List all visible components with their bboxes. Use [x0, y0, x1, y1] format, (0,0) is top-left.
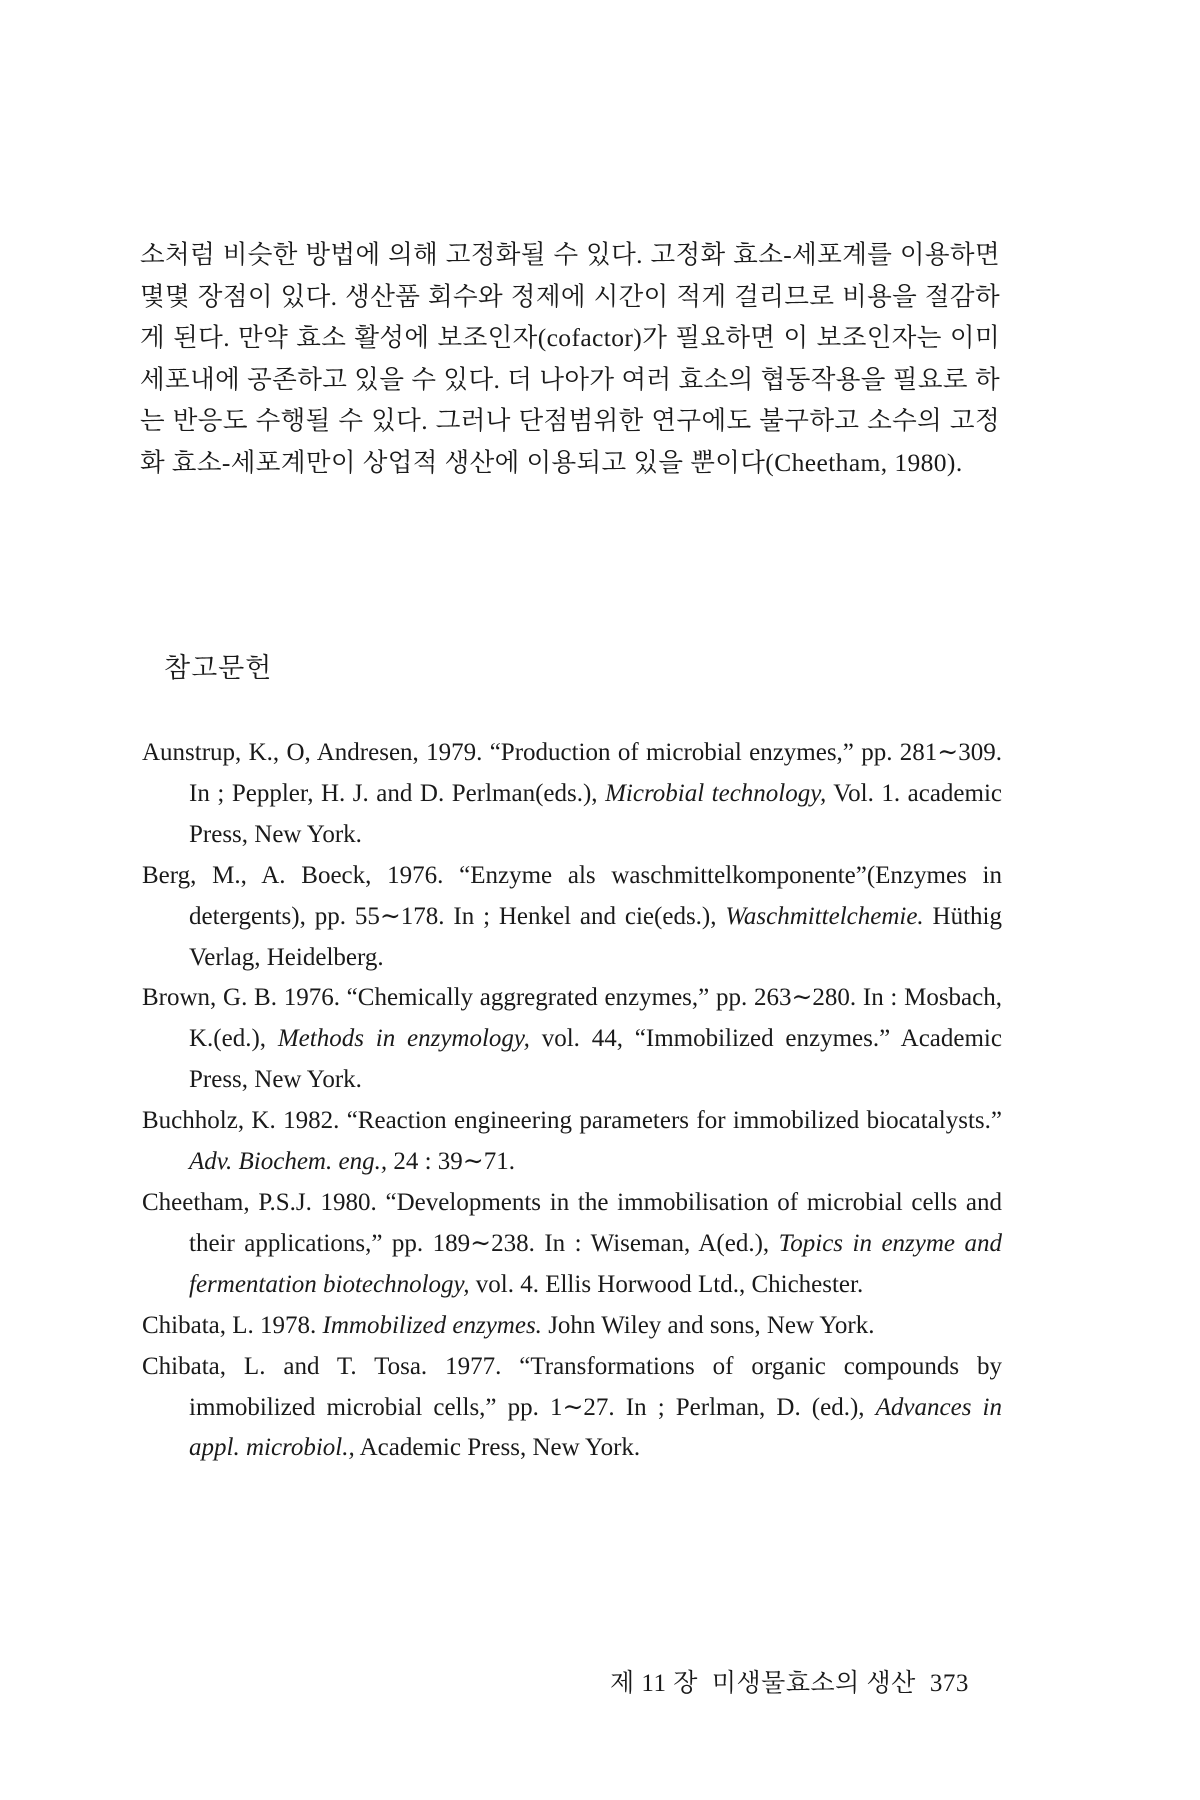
reference-text: 24 : 39∼71. — [387, 1148, 515, 1176]
reference-text: Chibata, L. and T. Tosa. 1977. “Transformations of organic compounds by immobilized microbial cells,” pp. 1∼27. In ; Perlman, D. (ed.), — [142, 1352, 1002, 1421]
reference-title-italic: Microbial technology, — [605, 779, 827, 807]
reference-text: Brown, G. B. 1976. “Chemically aggregrated enzymes,” pp. 263∼280. In : Mosbach, K.(ed.), — [142, 984, 1002, 1053]
reference-text: Cheetham, P.S.J. 1980. “Developments in the immobilisation of microbial cells and their applications,” pp. 189∼238. In : Wiseman, A(ed.), — [142, 1188, 1002, 1257]
reference-text: Berg, M., A. Boeck, 1976. “Enzyme als waschmittelkomponente”(Enzymes in detergents), pp. 55∼178. In ; Henkel and cie(eds.), — [142, 861, 1002, 930]
reference-entry-cheetham — [142, 1183, 1002, 1306]
reference-title-italic: Topics in enzyme and fermentation biotechnology, — [189, 1229, 1002, 1298]
reference-entry-chibata-1978 — [142, 1306, 1002, 1347]
reference-title-italic: Methods in enzymology, — [277, 1025, 530, 1053]
reference-text: John Wiley and sons, New York. — [541, 1311, 875, 1339]
reference-title-italic: Immobilized enzymes. — [322, 1311, 542, 1339]
reference-text: Academic Press, New York. — [354, 1434, 641, 1462]
footer-chapter: 제 11 장 — [610, 1670, 698, 1697]
page-number: 373 — [929, 1670, 969, 1697]
reference-title-italic: Waschmittelchemie. — [725, 902, 924, 930]
reference-entry-brown — [142, 978, 1002, 1101]
reference-text: Hüthig Verlag, Heidelberg. — [189, 902, 1002, 971]
reference-text: vol. 44, “Immobilized enzymes.” Academic Press, New York. — [189, 1025, 1002, 1094]
reference-text: vol. 4. Ellis Horwood Ltd., Chichester. — [469, 1270, 864, 1298]
reference-text: Chibata, L. 1978. — [142, 1311, 323, 1339]
reference-journal-italic: Adv. Biochem. eng., — [189, 1148, 388, 1176]
reference-list — [142, 733, 1002, 1469]
reference-entry-aunstrup — [142, 733, 1002, 856]
reference-entry-chibata-1977 — [142, 1347, 1002, 1470]
reference-text: Vol. 1. academic Press, New York. — [189, 779, 1002, 848]
footer-chapter-title: 미생물효소의 생산 — [711, 1670, 916, 1697]
reference-text: Buchholz, K. 1982. “Reaction engineering parameters for immobilized biocatalysts.” — [142, 1107, 1002, 1135]
reference-text: Aunstrup, K., O, Andresen, 1979. “Production of microbial enzymes,” pp. 281∼309. In ; Peppler, H. J. and D. Perlman(eds.), — [142, 739, 1002, 807]
references-heading: 참고문헌 — [164, 653, 273, 683]
body-paragraph: 소처럼 비슷한 방법에 의해 고정화될 수 있다. 고정화 효소-세포계를 이용하면 몇몇 장점이 있다. 생산품 회수와 정제에 시간이 적게 걸리므로 비용을 절감하게 된다. 만약 효소 활성에 보조인자(cofactor)가 필요하면 이 보조인자는 이미 세포내에 공존하고 있을 수 있다. 더 나아가 여러 효소의 협동작용을 필요로 하는 반응도 수행될 수 있다. 그러나 단점범위한 연구에도 불구하고 소수의 고정화 효소-세포계만이 상업적 생산에 이용되고 있을 뿐이다(Cheetham, 1980). — [140, 240, 1000, 477]
reference-entry-berg — [142, 856, 1002, 979]
reference-entry-buchholz — [142, 1101, 1002, 1183]
reference-journal-italic: Advances in appl. microbiol., — [189, 1393, 1002, 1462]
page-footer — [610, 1663, 983, 1699]
